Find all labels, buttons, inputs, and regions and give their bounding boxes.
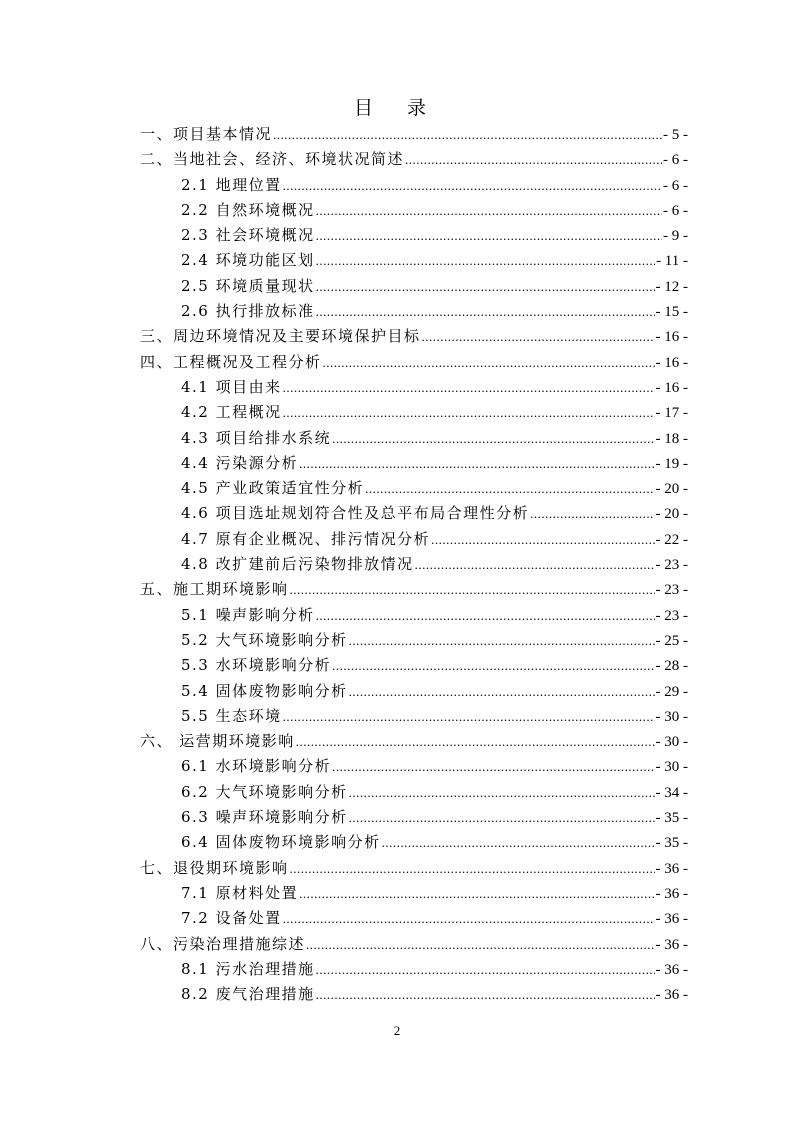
- toc-entry-page: - 30 -: [655, 734, 688, 751]
- toc-entry-title: 2.3 社会环境概况: [181, 226, 315, 245]
- toc-entry[interactable]: [140, 932, 688, 957]
- toc-dot-leader: [273, 122, 662, 147]
- toc-dot-leader: [332, 653, 654, 678]
- toc-entry[interactable]: [140, 628, 688, 653]
- toc-dot-leader: [283, 173, 662, 198]
- toc-entry[interactable]: [140, 173, 688, 198]
- toc-entry[interactable]: [140, 527, 688, 552]
- toc-entry-page: - 23 -: [655, 582, 688, 599]
- toc-entry[interactable]: [140, 451, 688, 476]
- toc-dot-leader: [290, 577, 655, 602]
- toc-entry-page: - 6 -: [663, 177, 688, 194]
- toc-entry-page: - 36 -: [655, 860, 688, 877]
- toc-dot-leader: [299, 881, 654, 906]
- toc-dot-leader: [365, 476, 654, 501]
- toc-entry[interactable]: [140, 147, 688, 172]
- toc-entry[interactable]: [140, 248, 688, 273]
- toc-dot-leader: [316, 198, 662, 223]
- toc-dot-leader: [316, 223, 662, 248]
- toc-entry-page: - 6 -: [663, 202, 688, 219]
- toc-dot-leader: [415, 552, 655, 577]
- toc-entry-title: 4.5 产业政策适宜性分析: [181, 479, 365, 498]
- toc-dot-leader: [349, 805, 655, 830]
- toc-entry[interactable]: [140, 729, 688, 754]
- toc-entry-title: 4.1 项目由来: [181, 377, 282, 396]
- toc-entry-title: 4.3 项目给排水系统: [181, 428, 332, 447]
- toc-entry-title: 6.2 大气环境影响分析: [181, 782, 348, 801]
- toc-entry-page: - 9 -: [663, 228, 688, 245]
- toc-entry[interactable]: [140, 881, 688, 906]
- toc-dot-leader: [316, 957, 655, 982]
- toc-entry-title: 2.4 环境功能区划: [181, 251, 315, 270]
- toc-entry-page: - 17 -: [655, 405, 688, 422]
- toc-entry-title: 2.6 执行排放标准: [181, 302, 315, 321]
- toc-entry[interactable]: [140, 653, 688, 678]
- toc-entry[interactable]: [140, 274, 688, 299]
- toc-entry[interactable]: [140, 830, 688, 855]
- toc-entry-page: - 34 -: [655, 784, 688, 801]
- toc-entry-title: 5.3 水环境影响分析: [181, 656, 332, 675]
- toc-dot-leader: [422, 324, 655, 349]
- toc-entry-title: 三、周边环境情况及主要环境保护目标: [140, 327, 421, 346]
- toc-entry[interactable]: [140, 704, 688, 729]
- toc-entry[interactable]: [140, 350, 688, 375]
- toc-entry-page: - 11 -: [656, 253, 688, 270]
- toc-entry-page: - 5 -: [663, 127, 688, 143]
- toc-entry[interactable]: [140, 552, 688, 577]
- toc-entry-title: 六、 运营期环境影响: [140, 732, 295, 751]
- toc-entry-title: 七、退役期环境影响: [140, 858, 289, 877]
- toc-entry-page: - 19 -: [655, 455, 688, 472]
- toc-dot-leader: [316, 982, 655, 1007]
- toc-entry-title: 5.4 固体废物影响分析: [181, 681, 348, 700]
- toc-dot-leader: [316, 274, 655, 299]
- toc-entry-page: - 35 -: [655, 835, 688, 852]
- toc-entry[interactable]: [140, 805, 688, 830]
- toc-dot-leader: [316, 299, 655, 324]
- toc-entry-title: 4.8 改扩建前后污染物排放情况: [181, 555, 414, 574]
- toc-entry-page: - 15 -: [655, 304, 688, 321]
- toc-entry-page: - 12 -: [655, 278, 688, 295]
- toc-dot-leader: [405, 147, 662, 172]
- toc-entry-title: 5.5 生态环境: [181, 706, 282, 725]
- page-number: 2: [393, 1023, 401, 1038]
- toc-entry-title: 5.2 大气环境影响分析: [181, 630, 348, 649]
- toc-dot-leader: [306, 932, 654, 957]
- toc-dot-leader: [349, 628, 655, 653]
- toc-dot-leader: [290, 856, 655, 881]
- toc-dot-leader: [332, 754, 654, 779]
- toc-entry-title: 4.7 原有企业概况、排污情况分析: [181, 529, 431, 548]
- toc-dot-leader: [296, 729, 655, 754]
- toc-dot-leader: [431, 527, 654, 552]
- toc-entry[interactable]: [140, 122, 688, 147]
- toc-dot-leader: [316, 248, 655, 273]
- toc-entry[interactable]: [140, 299, 688, 324]
- toc-entry[interactable]: [140, 426, 688, 451]
- toc-dot-leader: [299, 451, 654, 476]
- toc-entry[interactable]: [140, 375, 688, 400]
- toc-entry[interactable]: [140, 754, 688, 779]
- toc-entry-page: - 18 -: [655, 430, 688, 447]
- toc-dot-leader: [283, 400, 655, 425]
- toc-dot-leader: [323, 350, 655, 375]
- toc-entry[interactable]: [140, 906, 688, 931]
- toc-entry-title: 4.4 污染源分析: [181, 453, 299, 472]
- toc-entry-page: - 16 -: [655, 379, 688, 396]
- toc-entry-page: - 30 -: [655, 759, 688, 776]
- toc-dot-leader: [283, 906, 655, 931]
- toc-entry-page: - 22 -: [655, 531, 688, 548]
- toc-entry-page: - 36 -: [655, 987, 688, 1004]
- toc-entry-title: 四、工程概况及工程分析: [140, 352, 322, 371]
- toc-entry[interactable]: [140, 957, 688, 982]
- toc-entry-title: 7.2 设备处置: [181, 909, 282, 928]
- toc-dot-leader: [382, 830, 655, 855]
- toc-entry-title: 4.6 项目选址规划符合性及总平布局合理性分析: [181, 504, 530, 523]
- toc-heading: 目 录: [353, 97, 441, 119]
- toc-entry-title: 一、项目基本情况: [140, 125, 273, 143]
- toc-entry-page: - 30 -: [655, 708, 688, 725]
- toc-entry-title: 2.2 自然环境概况: [181, 200, 315, 219]
- toc-entry-page: - 36 -: [655, 936, 688, 953]
- toc-entry-title: 五、施工期环境影响: [140, 580, 289, 599]
- toc-dot-leader: [349, 780, 655, 805]
- toc-entry[interactable]: [140, 476, 688, 501]
- toc-entry-page: - 20 -: [655, 506, 688, 523]
- toc-entry-page: - 36 -: [655, 961, 688, 978]
- toc-entry-title: 2.5 环境质量现状: [181, 276, 315, 295]
- toc-entry[interactable]: [140, 577, 688, 602]
- toc-entry[interactable]: [140, 223, 688, 248]
- toc-entry-title: 8.2 废气治理措施: [181, 985, 315, 1004]
- toc-entry[interactable]: [140, 982, 688, 1007]
- table-of-contents: [140, 122, 688, 1007]
- toc-entry-title: 8.1 污水治理措施: [181, 959, 315, 978]
- toc-entry-page: - 25 -: [655, 632, 688, 649]
- toc-entry-page: - 20 -: [655, 481, 688, 498]
- toc-entry-page: - 16 -: [655, 354, 688, 371]
- toc-entry-title: 5.1 噪声影响分析: [181, 605, 315, 624]
- toc-entry-title: 6.4 固体废物环境影响分析: [181, 833, 381, 852]
- toc-entry-title: 6.3 噪声环境影响分析: [181, 808, 348, 827]
- toc-entry-page: - 23 -: [655, 607, 688, 624]
- toc-entry[interactable]: [140, 856, 688, 881]
- toc-entry-title: 二、当地社会、经济、环境状况简述: [140, 150, 405, 169]
- toc-entry[interactable]: [140, 679, 688, 704]
- toc-entry-page: - 36 -: [655, 911, 688, 928]
- toc-dot-leader: [349, 679, 655, 704]
- toc-dot-leader: [332, 426, 654, 451]
- toc-dot-leader: [316, 603, 655, 628]
- toc-entry-title: 2.1 地理位置: [181, 175, 282, 194]
- toc-entry[interactable]: [140, 400, 688, 425]
- toc-entry-page: - 6 -: [663, 152, 688, 169]
- toc-entry[interactable]: [140, 501, 688, 526]
- toc-entry-page: - 23 -: [655, 557, 688, 574]
- toc-entry-page: - 29 -: [655, 683, 688, 700]
- toc-entry-page: - 28 -: [655, 658, 688, 675]
- toc-entry-title: 6.1 水环境影响分析: [181, 757, 332, 776]
- toc-dot-leader: [283, 375, 655, 400]
- toc-entry-title: 八、污染治理措施综述: [140, 934, 306, 953]
- toc-entry-page: - 16 -: [655, 329, 688, 346]
- toc-dot-leader: [283, 704, 655, 729]
- toc-entry-title: 4.2 工程概况: [181, 403, 282, 422]
- toc-dot-leader: [530, 501, 654, 526]
- toc-entry-page: - 35 -: [655, 810, 688, 827]
- toc-entry[interactable]: [140, 324, 688, 349]
- toc-entry-page: - 36 -: [655, 885, 688, 902]
- toc-entry[interactable]: [140, 603, 688, 628]
- toc-entry[interactable]: [140, 198, 688, 223]
- toc-entry-title: 7.1 原材料处置: [181, 883, 299, 902]
- toc-entry[interactable]: [140, 780, 688, 805]
